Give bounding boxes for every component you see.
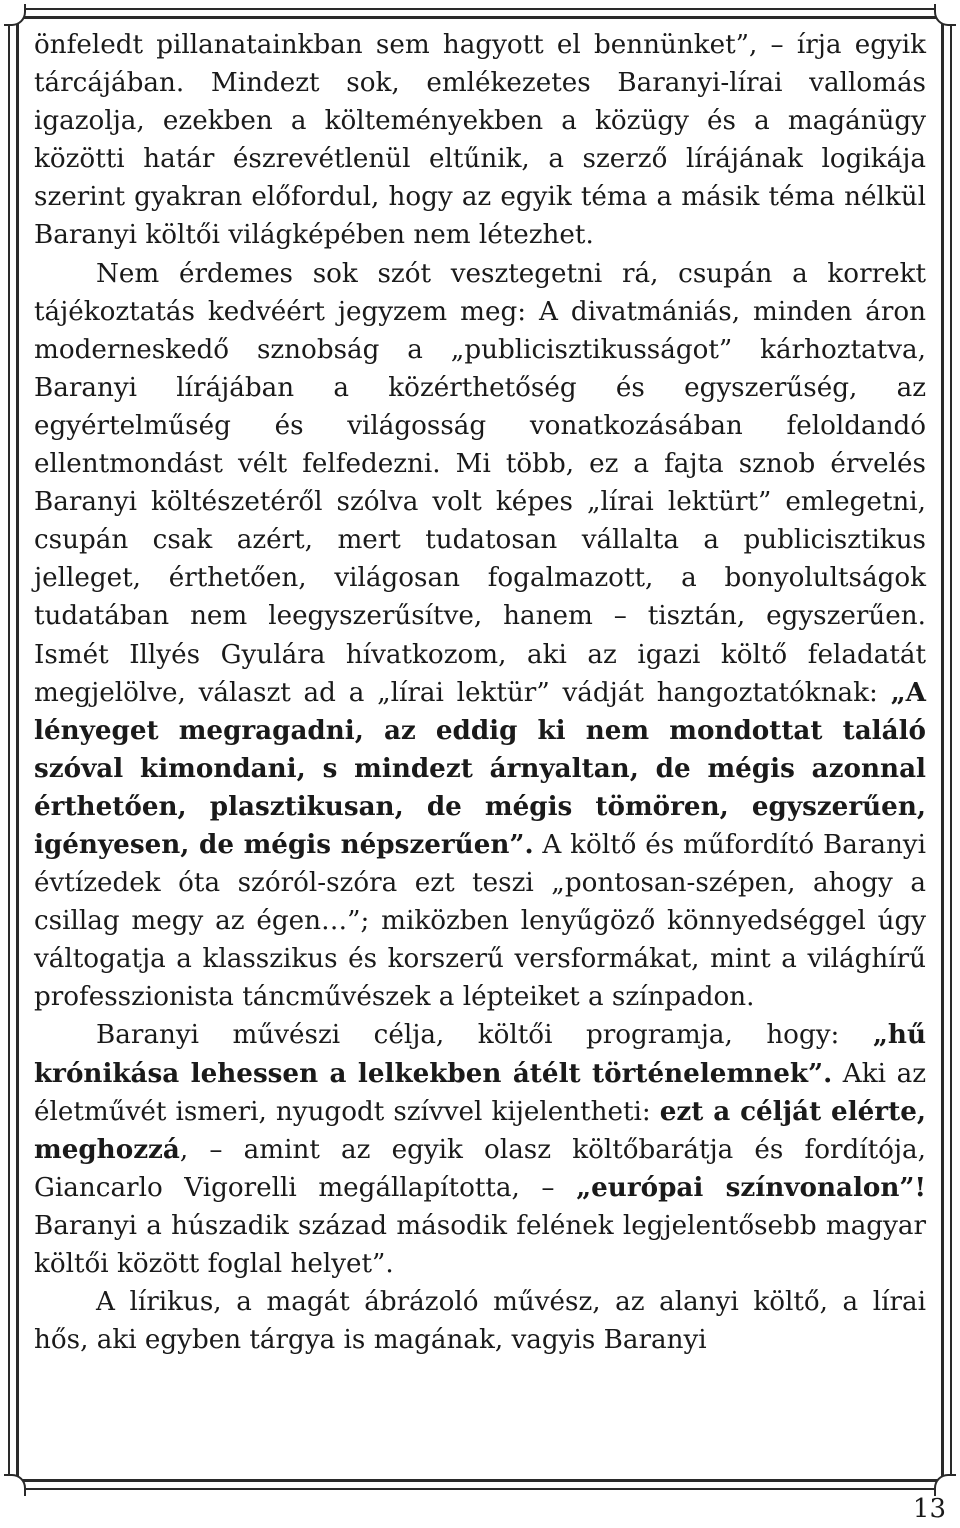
border-corner-ornament bbox=[934, 1474, 956, 1496]
paragraph bbox=[34, 1016, 926, 1283]
text-segment: Baranyi a húszadik század második felének legjelentősebb magyar költői között foglal helyet”. bbox=[34, 1210, 926, 1279]
quote-bold: „hű krónikása lehessen a lelkekben átélt történelemnek”. bbox=[34, 1019, 926, 1089]
paragraph bbox=[34, 26, 926, 255]
body-text bbox=[34, 26, 926, 1359]
page-number: 13 bbox=[912, 1494, 946, 1524]
quote-bold: „A lényeget megragadni, az eddig ki nem mondottat találó szóval kimondani, s mindezt árnyaltan, de mégis azonnal érthetően, plasztikusan, de mégis tömören, egyszerűen, igényesen, de mégis népszerűen”. bbox=[34, 676, 926, 860]
text-segment: önfeledt pillanatainkban sem hagyott el bennünket”, – írja egyik tárcájában. Mindezt sok, emlékezetes Baranyi-lírai vallomás igazolja, ezekben a költeményekben a közügy és a magánügy közötti határ észrevétlenül eltűnik, a szerző lírájának logikája szerint gyakran előfordul, hogy az egyik téma a másik téma nélkül Baranyi költői világképében nem létezhet. bbox=[34, 30, 926, 251]
text-segment: , – amint az egyik olasz költőbarátja és fordítója, Giancarlo Vigorelli megállapította, – bbox=[34, 1134, 926, 1203]
emphasis-bold: ezt a célját elérte, meghozzá bbox=[34, 1095, 926, 1165]
paragraph bbox=[34, 255, 926, 1017]
text-segment: Nem érdemes sok szót vesztegetni rá, csupán a korrekt tájékoztatás kedvéért jegyzem meg: A divatmániás, minden áron moderneskedő sznobság a „publicisztikusságot” kárhoztatva, Baranyi lírájában a közérthetőség és egyszerűség, az egyértelműség és világosság vonatkozásában feloldandó ellentmondást vélt felfedezni. Mi több, ez a fajta sznob érvelés Baranyi költészetéről szólva volt képes „lírai lektürt” emlegetni, csupán csak azért, mert tudatosan vállalta a publicisztikus jelleget, érthetően, világosan fogalmazott, a bonyolultságok tudatában nem leegyszerűsítve, hanem – tisztán, egyszerűen. Ismét Illyés Gyulára hívatkozom, aki az igazi költő feladatát megjelölve, választ ad a „lírai lektür” vádját hangoztatóknak: bbox=[34, 258, 926, 708]
text-segment: Aki az életművét ismeri, nyugodt szívvel kijelentheti: bbox=[34, 1058, 926, 1127]
text-segment: A lírikus, a magát ábrázoló művész, az alanyi költő, a lírai hős, aki egyben tárgya is magának, vagyis Baranyi bbox=[34, 1287, 926, 1356]
paragraph bbox=[34, 1283, 926, 1359]
text-segment: Baranyi művészi célja, költői programja, hogy: bbox=[96, 1020, 873, 1051]
text-segment: A költő és műfordító Baranyi évtízedek óta szóról-szóra ezt teszi „pontosan-szépen, ahogy a csillag megy az égen…”; miközben lenyűgöző könnyedséggel úgy váltogatja a klasszikus és korszerű versformákat, mint a világhírű professzionista táncművészek a lépteiket a színpadon. bbox=[34, 829, 926, 1013]
quote-bold: „európai színvonalon”! bbox=[576, 1171, 926, 1203]
